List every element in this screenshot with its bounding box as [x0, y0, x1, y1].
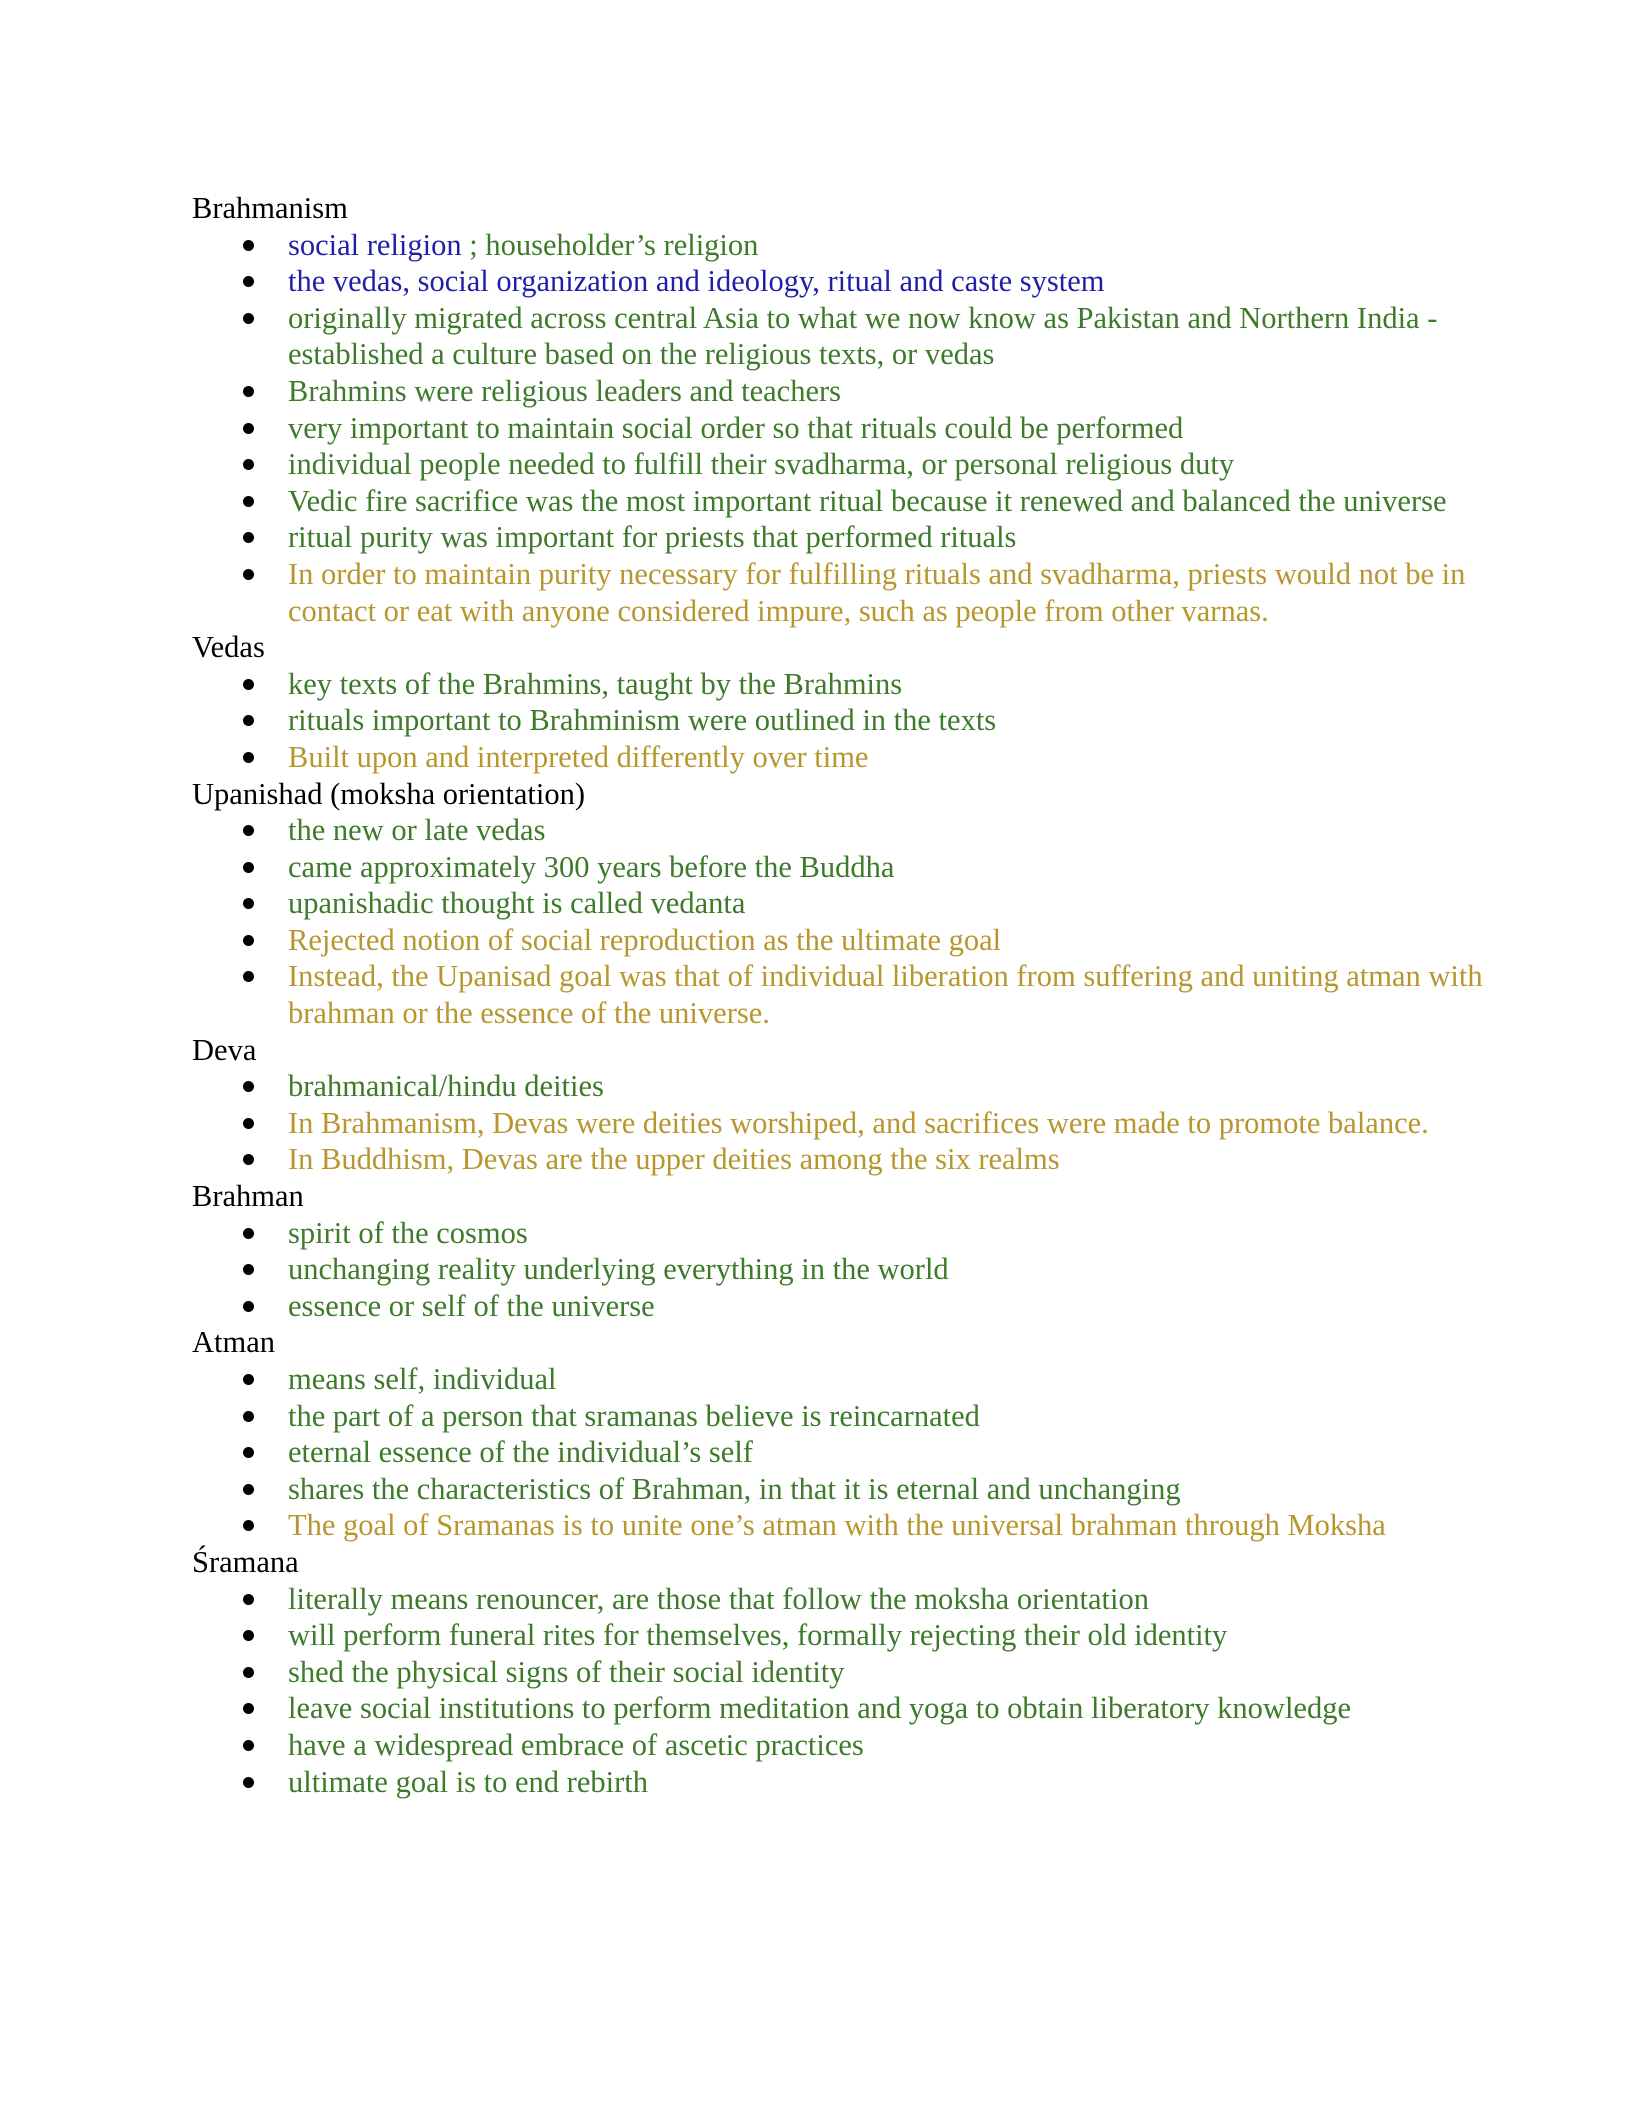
bullet-list	[192, 1361, 1492, 1544]
list-item	[288, 1434, 1492, 1471]
list-item	[288, 227, 1492, 264]
list-item	[288, 1105, 1492, 1142]
list-item-text: shares the characteristics of Brahman, in that it is eternal and unchanging	[288, 1471, 1181, 1506]
list-item-text: individual people needed to fulfill their svadharma, or personal religious duty	[288, 447, 1235, 482]
section-heading: Upanishad (moksha orientation)	[192, 776, 586, 811]
list-item-text: eternal essence of the individual’s self	[288, 1435, 753, 1470]
list-item	[288, 1251, 1492, 1288]
list-item-text: In Buddhism, Devas are the upper deities among the six realms	[288, 1142, 1060, 1177]
bullet-list	[192, 1215, 1492, 1325]
list-item	[288, 373, 1492, 410]
list-item	[288, 1727, 1492, 1764]
list-item	[288, 410, 1492, 447]
bullet-list	[192, 227, 1492, 630]
list-item-text: Rejected notion of social reproduction as the ultimate goal	[288, 922, 1002, 957]
list-item	[288, 1764, 1492, 1801]
list-item-text: will perform funeral rites for themselves, formally rejecting their old identity	[288, 1618, 1228, 1653]
list-item-text: ultimate goal is to end rebirth	[288, 1764, 648, 1799]
list-item	[288, 263, 1492, 300]
list-item-text: ; householder’s religion	[461, 227, 759, 262]
list-item-text: upanishadic thought is called vedanta	[288, 886, 746, 921]
list-item	[288, 1398, 1492, 1435]
list-item-text: ritual purity was important for priests that performed rituals	[288, 520, 1017, 555]
list-item	[288, 519, 1492, 556]
list-item	[288, 1581, 1492, 1618]
list-item	[288, 1471, 1492, 1508]
list-item-text: brahmanical/hindu deities	[288, 1069, 604, 1104]
list-item	[288, 1215, 1492, 1252]
list-item-text: Vedic fire sacrifice was the most important ritual because it renewed and balanced the universe	[288, 483, 1447, 518]
list-item-text: very important to maintain social order so that rituals could be performed	[288, 410, 1184, 445]
list-item-text: the part of a person that sramanas believe is reincarnated	[288, 1398, 980, 1433]
section-heading: Atman	[192, 1325, 276, 1360]
bullet-list	[192, 666, 1492, 776]
list-item-text: shed the physical signs of their social identity	[288, 1654, 845, 1689]
list-item	[288, 1690, 1492, 1727]
list-item	[288, 1141, 1492, 1178]
list-item-text: leave social institutions to perform meditation and yoga to obtain liberatory knowledge	[288, 1691, 1352, 1726]
list-item	[288, 1288, 1492, 1325]
section-heading: Deva	[192, 1032, 257, 1067]
document-page	[192, 190, 1492, 1800]
bullet-list	[192, 1068, 1492, 1178]
bullet-list	[192, 812, 1492, 1032]
list-item	[288, 556, 1492, 629]
list-item	[288, 922, 1492, 959]
list-item	[288, 1617, 1492, 1654]
list-item-text: have a widespread embrace of ascetic practices	[288, 1727, 864, 1762]
list-item-text: In Brahmanism, Devas were deities worshiped, and sacrifices were made to promote balance.	[288, 1105, 1429, 1140]
list-item-text: means self, individual	[288, 1362, 557, 1396]
list-item	[288, 739, 1492, 776]
list-item-text: unchanging reality underlying everything in the world	[288, 1252, 949, 1287]
section-heading: Śramana	[192, 1544, 299, 1579]
list-item-text: social religion	[288, 227, 462, 262]
list-item-text: In order to maintain purity necessary for fulfilling rituals and svadharma, priests would not be in contact or eat with anyone considered impure, such as people from other varnas.	[288, 556, 1466, 628]
list-item	[288, 1507, 1492, 1544]
list-item	[288, 885, 1492, 922]
list-item-text: essence or self of the universe	[288, 1288, 655, 1323]
list-item-text: came approximately 300 years before the Buddha	[288, 849, 895, 884]
list-item-text: Instead, the Upanisad goal was that of individual liberation from suffering and uniting atman with brahman or the essence of the universe.	[288, 959, 1483, 1031]
list-item	[288, 849, 1492, 886]
list-item-text: spirit of the cosmos	[288, 1215, 528, 1250]
list-item-text: literally means renouncer, are those that follow the moksha orientation	[288, 1581, 1149, 1616]
list-item	[288, 1068, 1492, 1105]
list-item-text: originally migrated across central Asia to what we now know as Pakistan and Northern India - established a culture based on the religious texts, or vedas	[288, 300, 1438, 372]
list-item-text: the vedas, social organization and ideology, ritual and caste system	[288, 264, 1105, 299]
list-item-text: rituals important to Brahminism were outlined in the texts	[288, 703, 997, 738]
list-item	[288, 1361, 1492, 1398]
list-item-text: key texts of the Brahmins, taught by the Brahmins	[288, 666, 903, 701]
list-item-text: the new or late vedas	[288, 813, 546, 848]
list-item-text: The goal of Sramanas is to unite one’s atman with the universal brahman through Moksha	[288, 1508, 1386, 1543]
list-item	[288, 812, 1492, 849]
list-item	[288, 1654, 1492, 1691]
section-heading: Brahman	[192, 1179, 304, 1214]
list-item	[288, 958, 1492, 1031]
list-item	[288, 446, 1492, 483]
list-item	[288, 666, 1492, 703]
list-item	[288, 702, 1492, 739]
section-heading: Vedas	[192, 630, 265, 665]
section-heading: Brahmanism	[192, 191, 348, 225]
list-item-text: Built upon and interpreted differently over time	[288, 739, 869, 774]
bullet-list	[192, 1581, 1492, 1801]
list-item	[288, 300, 1492, 373]
list-item	[288, 483, 1492, 520]
list-item-text: Brahmins were religious leaders and teachers	[288, 373, 842, 408]
